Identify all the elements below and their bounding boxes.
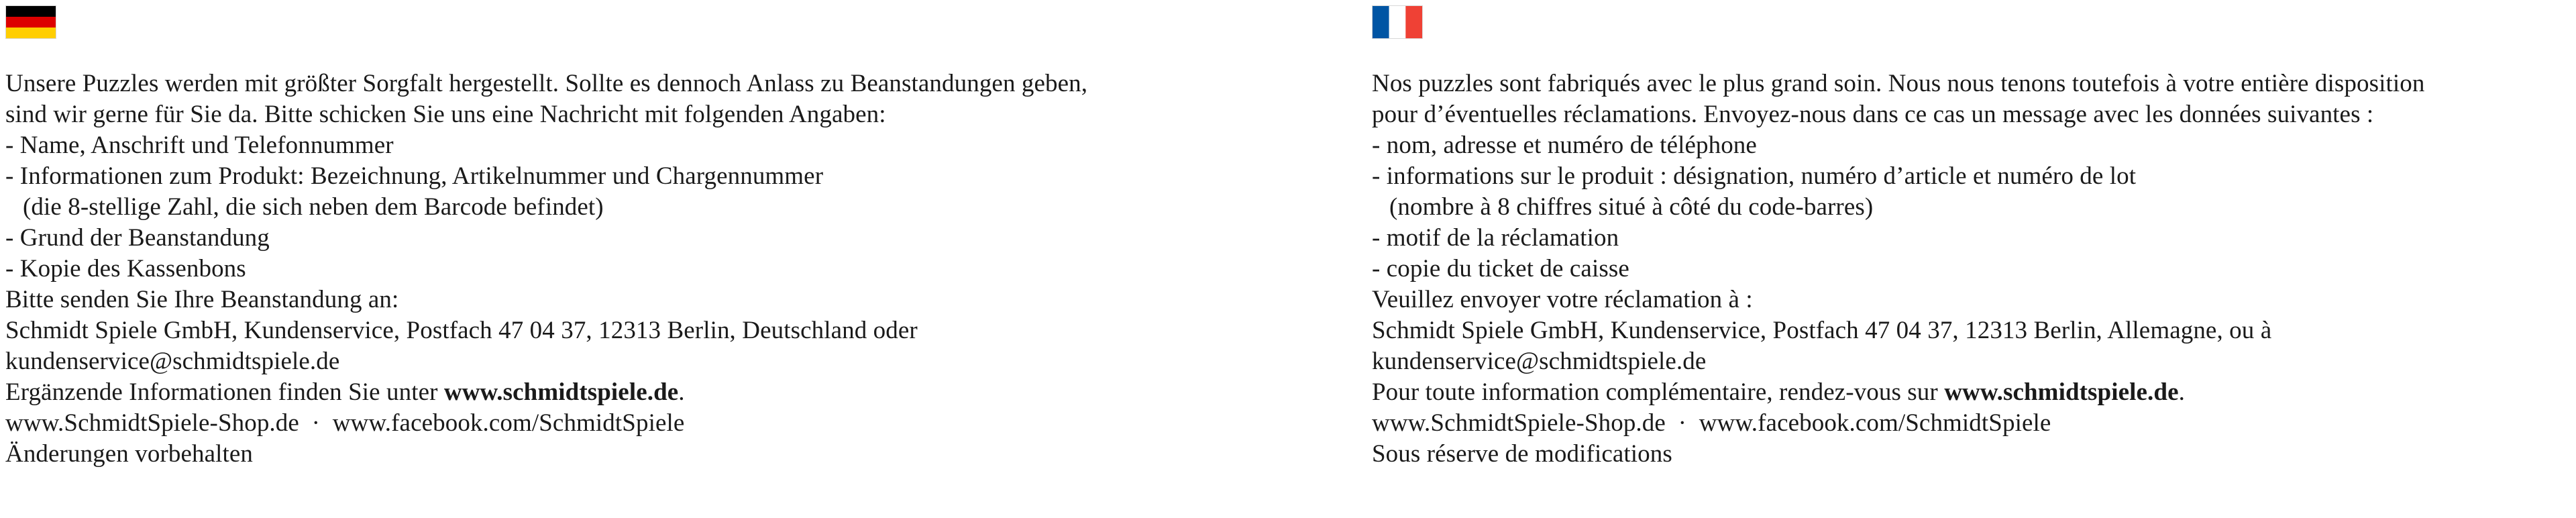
text-line: (die 8-stellige Zahl, die sich neben dem Barcode befindet)	[23, 193, 604, 221]
text-line: - Name, Anschrift und Telefonnummer	[5, 132, 394, 159]
text-line: - informations sur le produit : désignation, numéro d’article et numéro de lot	[1372, 162, 2137, 190]
website-info-prefix: Ergänzende Informationen finden Sie unter	[5, 378, 444, 406]
german-section	[5, 0, 1307, 470]
german-flag-icon	[5, 5, 56, 39]
address-line: Schmidt Spiele GmbH, Kundenservice, Postfach 47 04 37, 12313 Berlin, Allemagne, ou à	[1372, 317, 2272, 344]
text-line: sind wir gerne für Sie da. Bitte schicken Sie uns eine Nachricht mit folgenden Angaben:	[5, 101, 886, 128]
website-link[interactable]: www.schmidtspiele.de	[443, 378, 679, 406]
text-line: Unsere Puzzles werden mit größter Sorgfalt hergestellt. Sollte es dennoch Anlass zu Beanstandungen geben,	[5, 70, 1088, 97]
text-line: - copie du ticket de caisse	[1372, 255, 1629, 282]
french-flag-icon	[1372, 5, 1423, 39]
text-line: - Grund der Beanstandung	[5, 224, 270, 252]
website-link[interactable]: www.schmidtspiele.de	[1944, 378, 2179, 406]
french-text-block	[1372, 68, 2573, 470]
text-line: (nombre à 8 chiffres situé à côté du code-barres)	[1389, 193, 1874, 221]
address-line: Schmidt Spiele GmbH, Kundenservice, Postfach 47 04 37, 12313 Berlin, Deutschland oder	[5, 317, 918, 344]
french-section	[1372, 0, 2573, 470]
disclaimer-line: Änderungen vorbehalten	[5, 440, 253, 468]
website-info-line	[1372, 377, 2573, 408]
text-line: - Informationen zum Produkt: Bezeichnung, Artikelnummer und Chargennummer	[5, 162, 824, 190]
text-line: Bitte senden Sie Ihre Beanstandung an:	[5, 286, 399, 313]
email-line: kundenservice@schmidtspiele.de	[1372, 348, 1707, 375]
text-line: Veuillez envoyer votre réclamation à :	[1372, 286, 1753, 313]
website-info-prefix: Pour toute information complémentaire, rendez-vous sur	[1372, 378, 1945, 406]
website-info-line	[5, 377, 1307, 408]
text-line: - motif de la réclamation	[1372, 224, 1619, 252]
text-line: - nom, adresse et numéro de téléphone	[1372, 132, 1757, 159]
shop-social-line[interactable]: www.SchmidtSpiele-Shop.de · www.facebook.com/SchmidtSpiele	[5, 409, 685, 437]
text-line: Nos puzzles sont fabriqués avec le plus grand soin. Nous nous tenons toutefois à votre entière disposition	[1372, 70, 2425, 97]
website-info-suffix: .	[2178, 378, 2185, 406]
text-line: - Kopie des Kassenbons	[5, 255, 246, 282]
email-line: kundenservice@schmidtspiele.de	[5, 348, 340, 375]
german-text-block	[5, 68, 1307, 470]
disclaimer-line: Sous réserve de modifications	[1372, 440, 1672, 468]
website-info-suffix: .	[678, 378, 685, 406]
text-line: pour d’éventuelles réclamations. Envoyez-nous dans ce cas un message avec les données suivantes :	[1372, 101, 2374, 128]
shop-social-line[interactable]: www.SchmidtSpiele-Shop.de · www.facebook.com/SchmidtSpiele	[1372, 409, 2051, 437]
